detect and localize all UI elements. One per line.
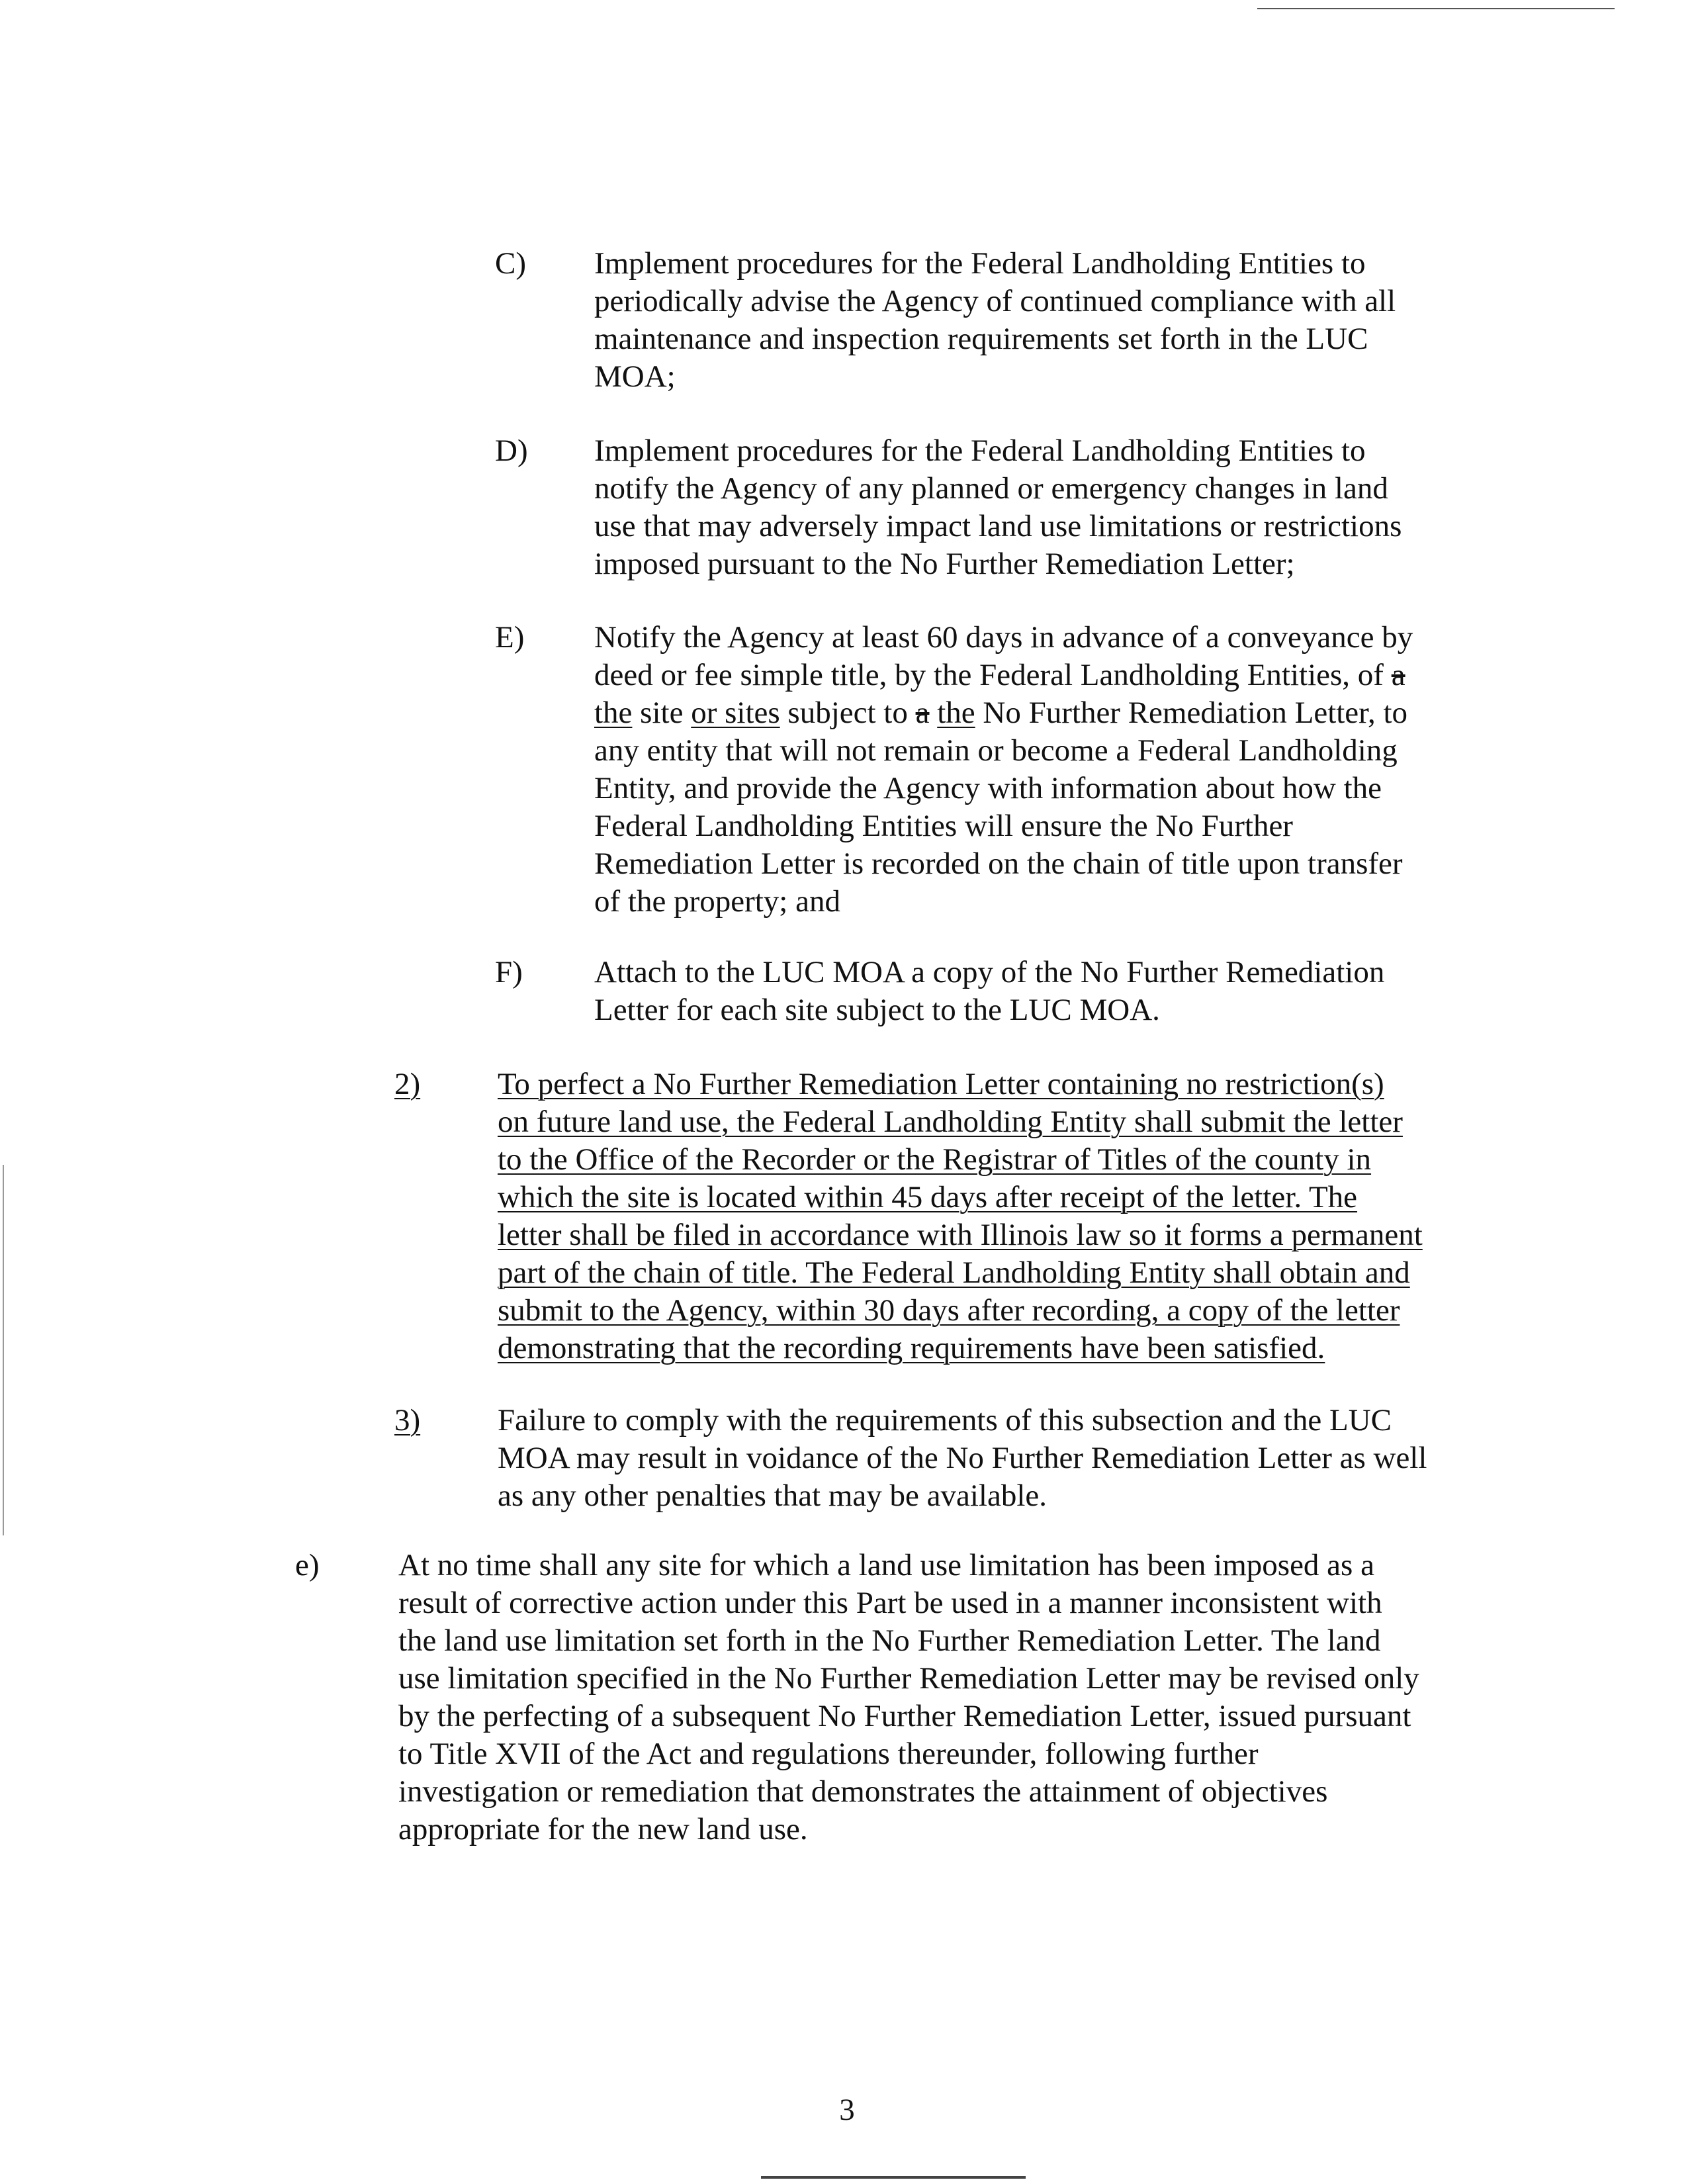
item-2-line: submit to the Agency, within 30 days after recording, a copy of the letter — [498, 1293, 1400, 1328]
item-e-line: of the property; and — [594, 884, 840, 919]
item-d-line: notify the Agency of any planned or emergency changes in land — [594, 471, 1388, 506]
item-2-line: part of the chain of title. The Federal Landholding Entity shall obtain and — [498, 1255, 1410, 1290]
item-e-line: Federal Landholding Entities will ensure the No Further — [594, 809, 1293, 843]
item-e-text — [594, 619, 1547, 921]
item-f-text — [594, 954, 1534, 1029]
item-2-line: letter shall be filed in accordance with Illinois law so it forms a permanent — [498, 1218, 1423, 1252]
item-3-line: MOA may result in voidance of the No Further Remediation Letter as well — [498, 1441, 1427, 1475]
item-3-line: Failure to comply with the requirements of this subsection and the LUC — [498, 1403, 1392, 1437]
item-e-inserted-word: the — [937, 696, 975, 730]
item-e-inserted-word: or sites — [691, 696, 780, 730]
item-c-text — [594, 245, 1534, 396]
item-2-text — [498, 1066, 1530, 1367]
item-f-line: Letter for each site subject to the LUC MOA. — [594, 993, 1160, 1027]
item-d-line: Implement procedures for the Federal Landholding Entities to — [594, 433, 1366, 468]
item-f-label: F) — [495, 955, 523, 989]
item-e-line: Entity, and provide the Agency with information about how the — [594, 771, 1382, 805]
item-e-label: E) — [495, 620, 525, 655]
item-d-line: use that may adversely impact land use limitations or restrictions — [594, 509, 1402, 543]
item-c-line: MOA; — [594, 359, 676, 394]
item-e-line: Remediation Letter is recorded on the chain of title upon transfer — [594, 846, 1403, 881]
item-2-line: which the site is located within 45 days after receipt of the letter. The — [498, 1180, 1358, 1214]
item-e-lower-line: use limitation specified in the No Further Remediation Letter may be revised only — [398, 1661, 1419, 1696]
item-2-line: on future land use, the Federal Landholding Entity shall submit the letter — [498, 1105, 1403, 1139]
item-e-deleted-word: a — [1391, 658, 1405, 692]
item-e-deleted-word: a — [915, 696, 930, 730]
item-e-line: Notify the Agency at least 60 days in advance of a conveyance by — [594, 620, 1413, 655]
item-e-lower-line: by the perfecting of a subsequent No Further Remediation Letter, issued pursuant — [398, 1699, 1411, 1733]
scan-artifact-left-edge — [3, 1165, 4, 1535]
item-e-text-run: site — [632, 696, 691, 730]
item-e-lower-line: result of corrective action under this Part be used in a manner inconsistent with — [398, 1586, 1382, 1620]
scan-artifact-top-rule — [1257, 8, 1615, 9]
item-3-line: as any other penalties that may be available. — [498, 1479, 1048, 1513]
item-d-label: D) — [495, 433, 528, 468]
item-c-line: Implement procedures for the Federal Landholding Entities to — [594, 246, 1366, 281]
item-e-text-run — [929, 696, 937, 730]
item-e-line: any entity that will not remain or become a Federal Landholding — [594, 733, 1398, 768]
item-e-text-run: subject to — [780, 696, 916, 730]
item-e-text-run: No Further Remediation Letter, to — [975, 696, 1407, 730]
item-2-line: demonstrating that the recording requirements have been satisfied. — [498, 1331, 1325, 1365]
item-d-line: imposed pursuant to the No Further Remediation Letter; — [594, 547, 1295, 581]
item-e-lower-line: At no time shall any site for which a land use limitation has been imposed as a — [398, 1548, 1374, 1582]
item-2-line: To perfect a No Further Remediation Letter containing no restriction(s) — [498, 1067, 1384, 1101]
item-e-lower-text — [398, 1547, 1563, 1848]
item-e-lower-line: the land use limitation set forth in the No Further Remediation Letter. The land — [398, 1623, 1381, 1658]
item-e-line — [594, 694, 1547, 732]
item-c-line: periodically advise the Agency of continued compliance with all — [594, 284, 1396, 318]
item-e-line — [594, 657, 1547, 694]
item-f-line: Attach to the LUC MOA a copy of the No Further Remediation — [594, 955, 1385, 989]
item-e-lower-line: investigation or remediation that demonstrates the attainment of objectives — [398, 1774, 1328, 1809]
item-3-label: 3) — [394, 1403, 421, 1437]
item-e-text-run: deed or fee simple title, by the Federal Landholding Entities, of — [594, 658, 1392, 692]
scan-artifact-bottom-rule — [761, 2176, 1026, 2179]
item-e-lower-line: appropriate for the new land use. — [398, 1812, 808, 1846]
item-2-label: 2) — [394, 1067, 421, 1101]
item-e-lower-label: e) — [295, 1548, 320, 1582]
item-e-lower-line: to Title XVII of the Act and regulations thereunder, following further — [398, 1737, 1259, 1771]
page-number: 3 — [839, 2093, 855, 2127]
item-c-label: C) — [495, 246, 526, 281]
item-2-line: to the Office of the Recorder or the Registrar of Titles of the county in — [498, 1142, 1372, 1177]
item-c-line: maintenance and inspection requirements set forth in the LUC — [594, 322, 1368, 356]
item-e-inserted-word: the — [594, 696, 633, 730]
item-d-text — [594, 432, 1534, 583]
item-3-text — [498, 1402, 1543, 1515]
